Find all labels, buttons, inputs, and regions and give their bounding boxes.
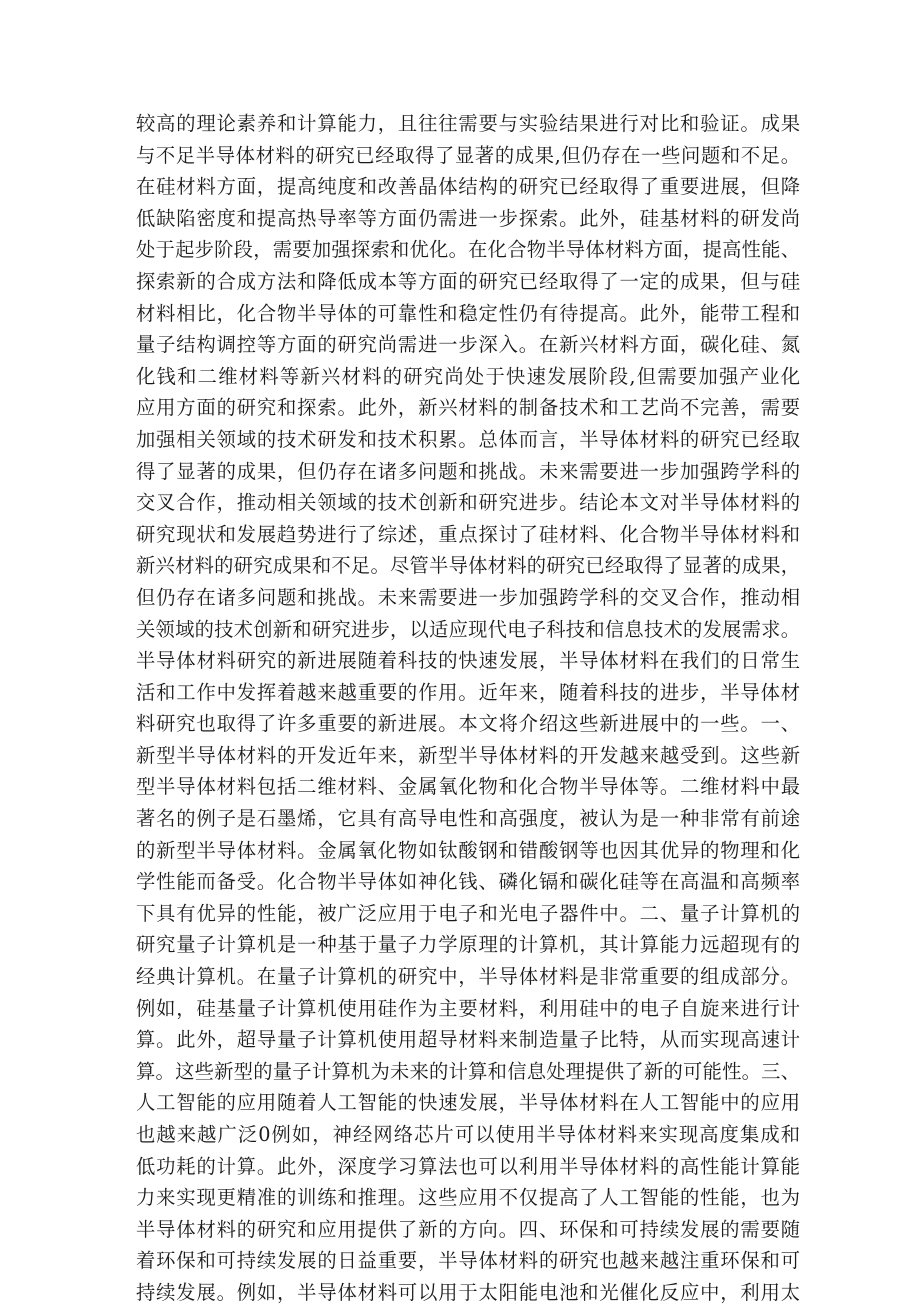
text-line: 著名的例子是石墨烯，它具有高导电性和高强度，被认为是一种非常有前途 — [136, 807, 800, 831]
text-line: 材料相比，化合物半导体的可靠性和稳定性仍有待提高。此外，能带工程和 — [136, 301, 800, 325]
text-line: 在硅材料方面，提高纯度和改善晶体结构的研究已经取得了重要进展，但降 — [136, 175, 800, 199]
text-line: 但仍存在诸多问题和挑战。未来需要进一步加强跨学科的交叉合作，推动相 — [136, 585, 800, 609]
text-line: 得了显著的成果，但仍存在诸多问题和挑战。未来需要进一步加强跨学科的 — [136, 459, 800, 483]
text-line: 与不足半导体材料的研究已经取得了显著的成果,但仍存在一些问题和不足。 — [136, 143, 800, 167]
text-line: 量子结构调控等方面的研究尚需进一步深入。在新兴材料方面，碳化硅、氮 — [136, 333, 800, 357]
text-line: 料研究也取得了许多重要的新进展。本文将介绍这些新进展中的一些。一、 — [136, 712, 800, 736]
text-line: 学性能而备受。化合物半导体如神化钱、磷化镉和碳化硅等在高温和高频率 — [136, 870, 800, 894]
text-line: 半导体材料的研究和应用提供了新的方向。四、环保和可持续发展的需要随 — [136, 1217, 800, 1241]
text-line: 型半导体材料包括二维材料、金属氧化物和化合物半导体等。二维材料中最 — [136, 775, 800, 799]
text-line: 新型半导体材料的开发近年来，新型半导体材料的开发越来越受到。这些新 — [136, 743, 800, 767]
text-line: 活和工作中发挥着越来越重要的作用。近年来，随着科技的进步，半导体材 — [136, 680, 800, 704]
text-line: 低缺陷密度和提高热导率等方面仍需进一步探索。此外，硅基材料的研发尚 — [136, 206, 800, 230]
text-line: 持续发展。例如，半导体材料可以用于太阳能电池和光催化反应中，利用太 — [136, 1280, 800, 1304]
text-line: 算。此外，超导量子计算机使用超导材料来制造量子比特，从而实现高速计 — [136, 1028, 800, 1052]
text-line: 着环保和可持续发展的日益重要，半导体材料的研究也越来越注重环保和可 — [136, 1249, 800, 1273]
text-line: 例如，硅基量子计算机使用硅作为主要材料，利用硅中的电子自旋来进行计 — [136, 996, 800, 1020]
text-line: 关领域的技术创新和研究进步，以适应现代电子科技和信息技术的发展需求。 — [136, 617, 800, 641]
text-line: 经典计算机。在量子计算机的研究中，半导体材料是非常重要的组成部分。 — [136, 965, 800, 989]
text-line: 研究量子计算机是一种基于量子力学原理的计算机，其计算能力远超现有的 — [136, 933, 800, 957]
text-line: 化钱和二维材料等新兴材料的研究尚处于快速发展阶段,但需要加强产业化 — [136, 364, 800, 388]
text-line: 人工智能的应用随着人工智能的快速发展，半导体材料在人工智能中的应用 — [136, 1091, 800, 1115]
text-line: 低功耗的计算。此外，深度学习算法也可以利用半导体材料的高性能计算能 — [136, 1154, 800, 1178]
text-line: 力来实现更精准的训练和推理。这些应用不仅提高了人工智能的性能，也为 — [136, 1186, 800, 1210]
text-line: 研究现状和发展趋势进行了综述，重点探讨了硅材料、化合物半导体材料和 — [136, 522, 800, 546]
text-line: 应用方面的研究和探索。此外，新兴材料的制备技术和工艺尚不完善，需要 — [136, 396, 800, 420]
text-line: 处于起步阶段，需要加强探索和优化。在化合物半导体材料方面，提高性能、 — [136, 238, 800, 262]
text-line: 加强相关领域的技术研发和技术积累。总体而言，半导体材料的研究已经取 — [136, 427, 800, 451]
text-line: 算。这些新型的量子计算机为未来的计算和信息处理提供了新的可能性。三、 — [136, 1059, 800, 1083]
text-line: 也越来越广泛0例如，神经网络芯片可以使用半导体材料来实现高度集成和 — [136, 1123, 800, 1146]
text-line: 较高的理论素养和计算能力，且往往需要与实验结果进行对比和验证。成果 — [136, 112, 800, 135]
body-text — [136, 108, 800, 1309]
text-line: 新兴材料的研究成果和不足。尽管半导体材料的研究已经取得了显著的成果， — [136, 554, 800, 578]
text-line: 下具有优异的性能，被广泛应用于电子和光电子器件中。二、量子计算机的 — [136, 901, 800, 925]
text-line: 的新型半导体材料。金属氧化物如钛酸钢和错酸钢等也因其优异的物理和化 — [136, 838, 800, 862]
text-line: 交叉合作，推动相关领域的技术创新和研究进步。结论本文对半导体材料的 — [136, 491, 800, 515]
text-line: 探索新的合成方法和降低成本等方面的研究已经取得了一定的成果，但与硅 — [136, 269, 800, 293]
text-line: 半导体材料研究的新进展随着科技的快速发展，半导体材料在我们的日常生 — [136, 649, 800, 673]
